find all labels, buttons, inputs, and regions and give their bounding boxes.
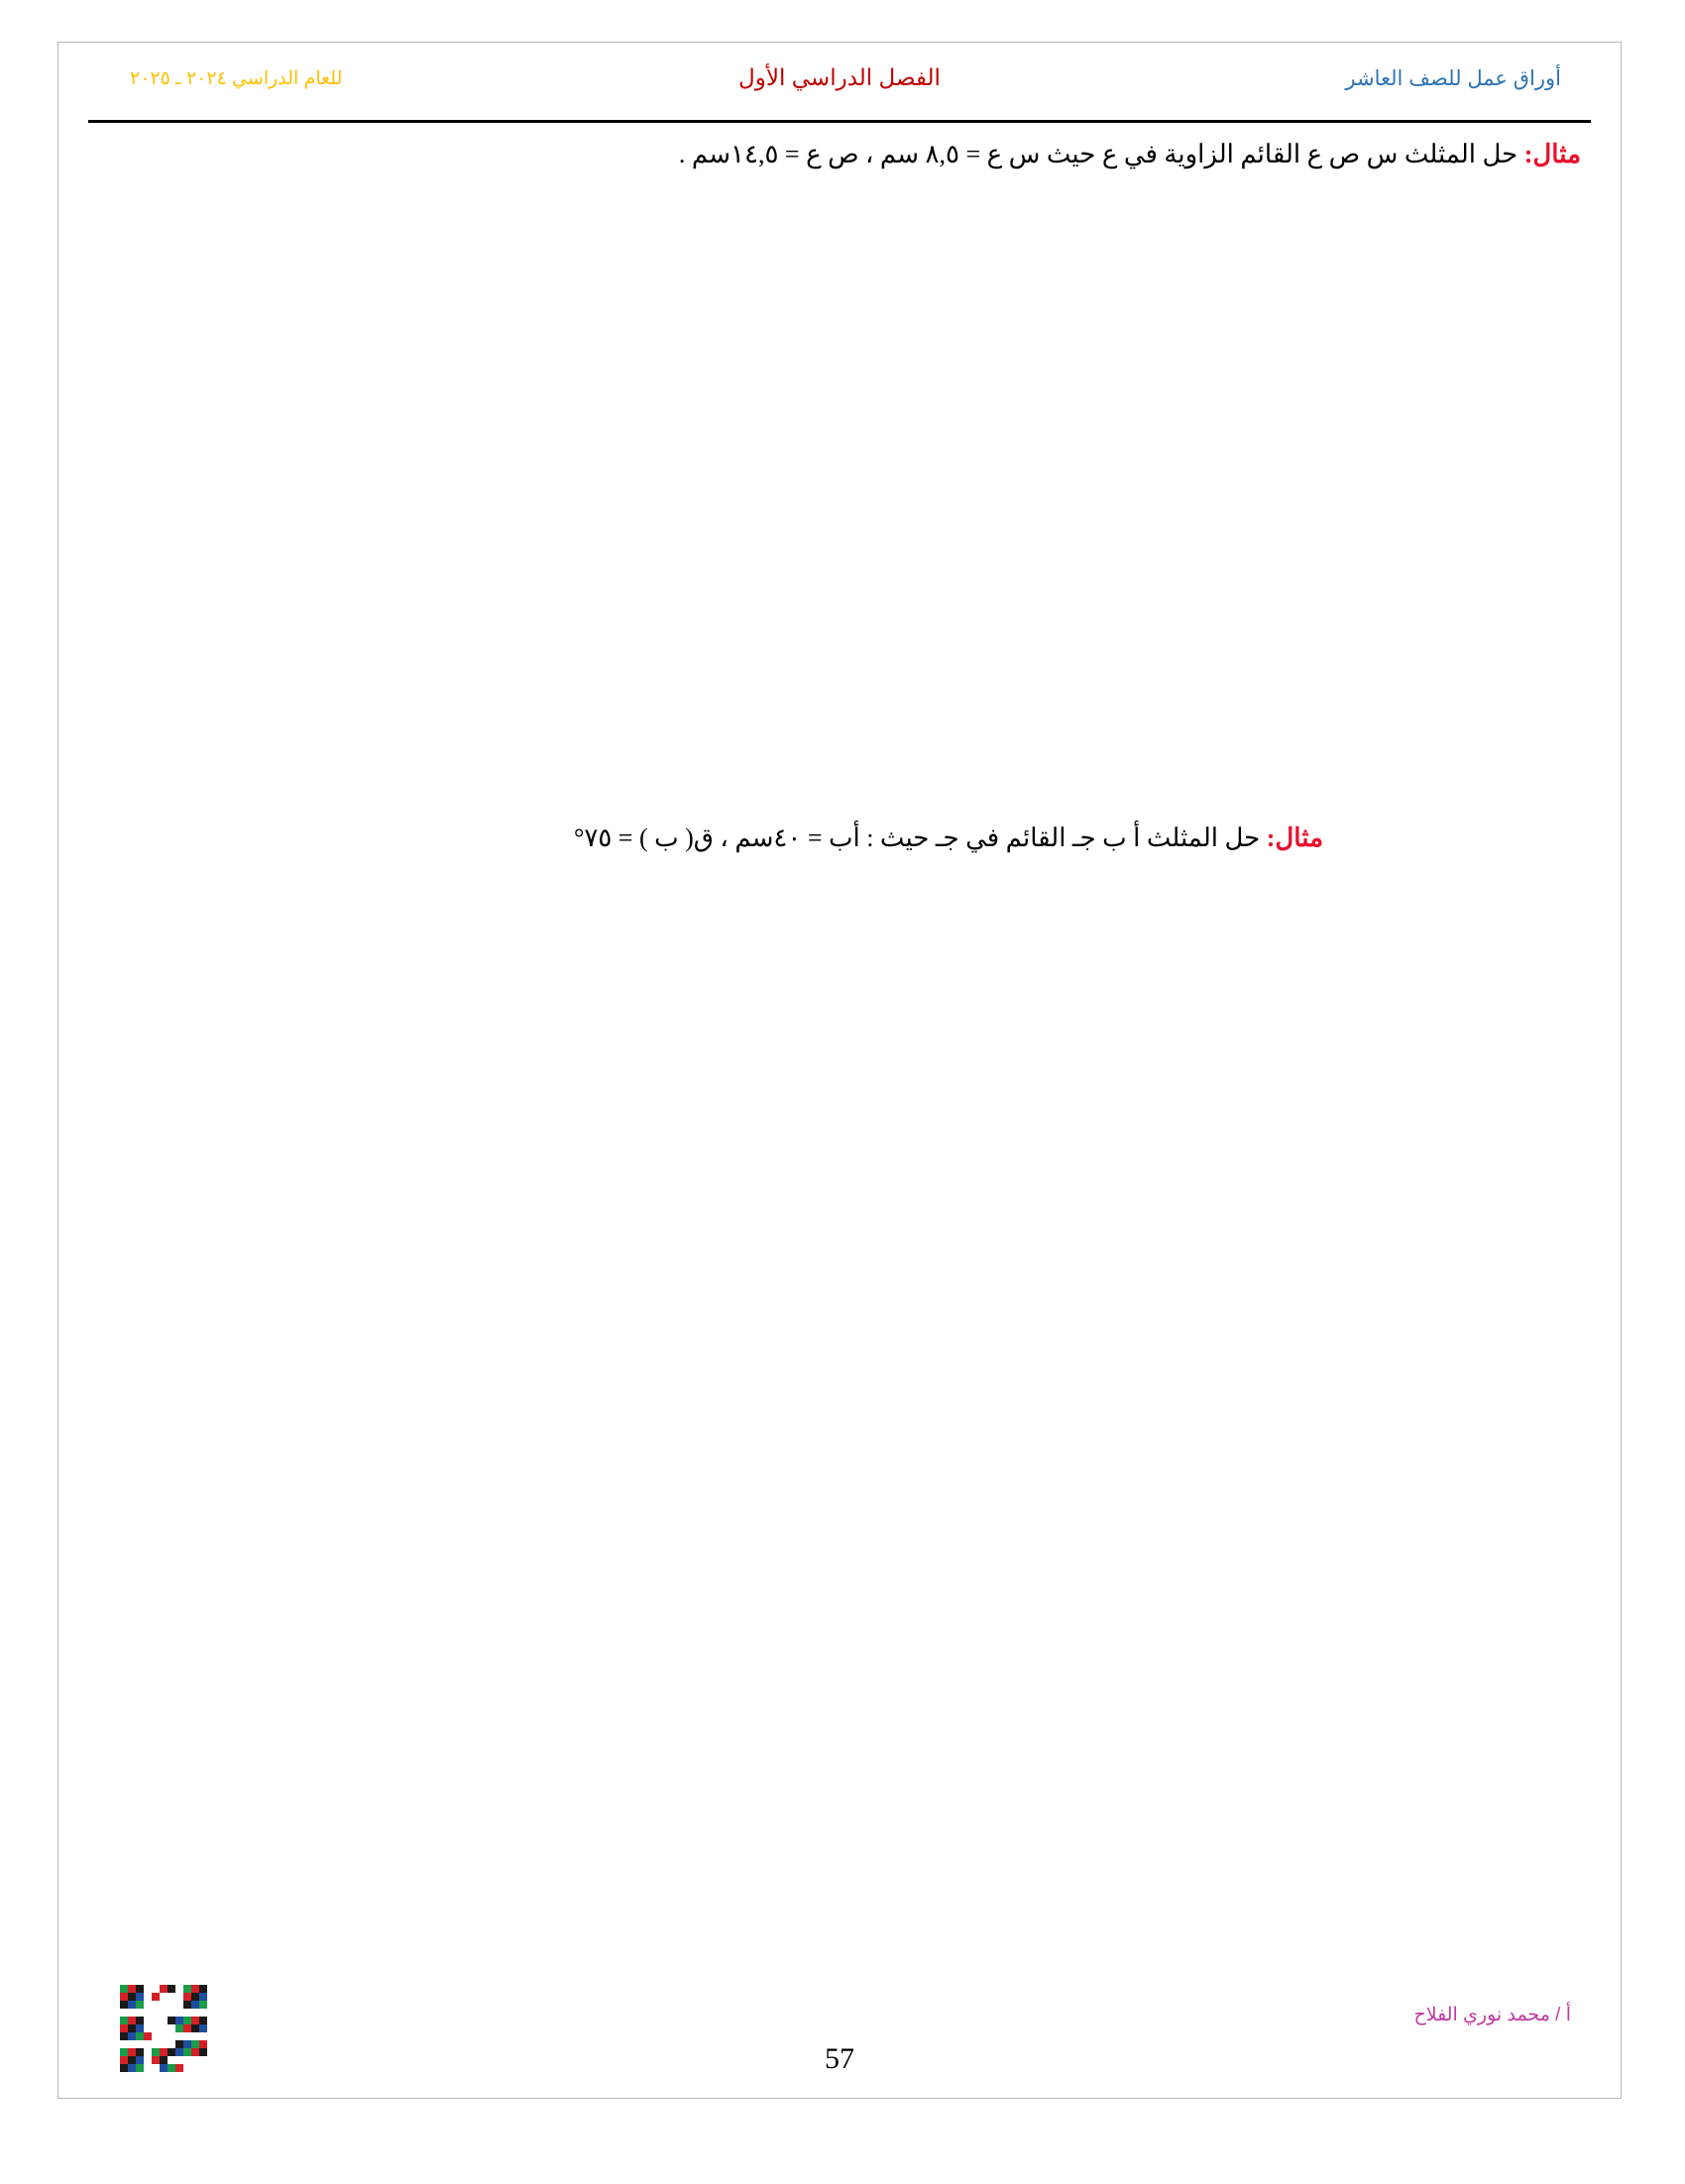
qr-cell bbox=[191, 2024, 199, 2032]
qr-cell bbox=[152, 2048, 160, 2056]
worksheet-page bbox=[57, 42, 1622, 2099]
page-number: 57 bbox=[825, 2042, 854, 2075]
qr-cell bbox=[175, 2024, 183, 2032]
qr-cell bbox=[128, 2017, 136, 2024]
qr-cell bbox=[128, 1993, 136, 2001]
header-right-text: أوراق عمل للصف العاشر bbox=[1345, 67, 1561, 90]
qr-cell bbox=[191, 2040, 199, 2048]
qr-cell bbox=[128, 2056, 136, 2064]
example-2-text: حل المثلث أ ب جـ القائم في جـ حيث : أب = ٤٠سم ، ق( ب ) = ٧٥° bbox=[573, 823, 1261, 852]
qr-cell bbox=[136, 2024, 144, 2032]
qr-cell bbox=[128, 2032, 136, 2040]
example-block-1 bbox=[679, 140, 1581, 169]
qr-cell bbox=[128, 2048, 136, 2056]
qr-cell bbox=[136, 2032, 144, 2040]
qr-cell bbox=[183, 1985, 191, 1993]
qr-cell bbox=[160, 2056, 168, 2064]
qr-cell bbox=[160, 1985, 168, 1993]
header-center-text: الفصل الدراسي الأول bbox=[738, 64, 941, 90]
qr-cell bbox=[128, 2064, 136, 2072]
qr-cell bbox=[199, 2017, 207, 2024]
qr-cell bbox=[199, 1985, 207, 1993]
qr-cell bbox=[183, 1993, 191, 2001]
author-credit: أ / محمد نوري الفلاح bbox=[1413, 2005, 1571, 2025]
example-1-text: حل المثلث س ص ع القائم الزاوية في ع حيث س ع = ٨,٥ سم ، ص ع = ١٤,٥سم . bbox=[678, 140, 1518, 168]
qr-cell bbox=[191, 2017, 199, 2024]
qr-cell bbox=[120, 2056, 128, 2064]
qr-cell bbox=[144, 2032, 152, 2040]
qr-cell bbox=[199, 2024, 207, 2032]
header-divider bbox=[88, 120, 1591, 123]
qr-cell bbox=[152, 1993, 160, 2001]
qr-cell bbox=[136, 2048, 144, 2056]
qr-cell bbox=[199, 2001, 207, 2009]
qr-cell bbox=[120, 1993, 128, 2001]
qr-cell bbox=[120, 2001, 128, 2009]
qr-cell bbox=[128, 1985, 136, 1993]
qr-cell bbox=[136, 2056, 144, 2064]
qr-cell bbox=[152, 2056, 160, 2064]
page-footer bbox=[58, 1949, 1621, 2098]
qr-cell bbox=[183, 2024, 191, 2032]
qr-cell bbox=[128, 2001, 136, 2009]
qr-cell bbox=[183, 2017, 191, 2024]
qr-cell bbox=[160, 2064, 168, 2072]
qr-cell bbox=[191, 2001, 199, 2009]
example-1-label: مثال: bbox=[1523, 140, 1581, 168]
qr-cell bbox=[120, 1985, 128, 1993]
qr-cell bbox=[136, 2001, 144, 2009]
qr-cell bbox=[175, 2048, 183, 2056]
qr-cell bbox=[175, 2064, 183, 2072]
page-content bbox=[58, 128, 1621, 1949]
qr-cell bbox=[120, 2048, 128, 2056]
qr-cell bbox=[191, 1985, 199, 1993]
qr-cell bbox=[120, 2017, 128, 2024]
qr-cell bbox=[199, 2048, 207, 2056]
example-2-label: مثال: bbox=[1266, 823, 1323, 852]
qr-cell bbox=[199, 2040, 207, 2048]
qr-cell bbox=[120, 2064, 128, 2072]
qr-cell bbox=[136, 2017, 144, 2024]
qr-cell bbox=[120, 2032, 128, 2040]
qr-cell bbox=[136, 1993, 144, 2001]
qr-cell bbox=[120, 2024, 128, 2032]
qr-cell bbox=[175, 2017, 183, 2024]
qr-cell bbox=[175, 2040, 183, 2048]
example-block-2 bbox=[574, 823, 1323, 853]
qr-cell bbox=[168, 1985, 175, 1993]
qr-cell bbox=[191, 1993, 199, 2001]
qr-cell bbox=[136, 2064, 144, 2072]
qr-cell bbox=[160, 2048, 168, 2056]
qr-cell bbox=[168, 2017, 175, 2024]
qr-cell bbox=[191, 2048, 199, 2056]
qr-cell bbox=[199, 1993, 207, 2001]
header-left-text: للعام الدراسي ٢٠٢٤ ـ ٢٠٢٥ bbox=[130, 68, 343, 89]
qr-cell bbox=[168, 2064, 175, 2072]
qr-cell bbox=[136, 1985, 144, 1993]
qr-cell bbox=[168, 2048, 175, 2056]
qr-cell bbox=[183, 2040, 191, 2048]
qr-cell bbox=[128, 2024, 136, 2032]
page-header bbox=[58, 43, 1621, 124]
qr-cell bbox=[183, 2001, 191, 2009]
qr-code-icon bbox=[120, 1985, 207, 2072]
qr-cell bbox=[183, 2048, 191, 2056]
